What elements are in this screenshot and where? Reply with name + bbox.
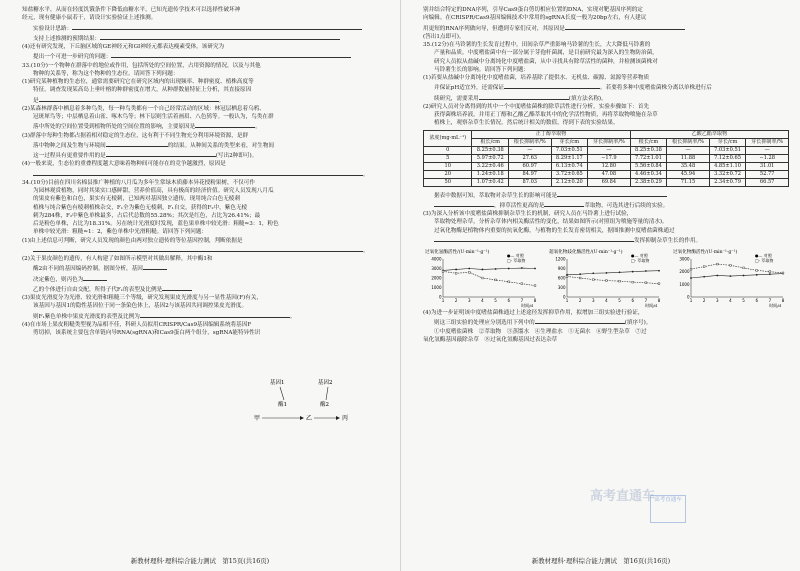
y-tick-label: 2000 <box>679 269 690 275</box>
data-point <box>658 283 660 285</box>
data-point <box>769 271 771 273</box>
x-tick-label: 8 <box>533 298 537 303</box>
data-point <box>579 277 581 279</box>
text-line: 过氧化物酶是植物体内重要的抗氧化酶，与植物的生长发育密切相关，据图推测中度嗜盐菌株通过 <box>434 227 675 234</box>
table-cell: 84.97 <box>508 170 551 178</box>
text-line: 冠斑犀鸟等；中层栖息着山雀、啄木鸟等；林下层则生活着画眉、八色鸫等。一般认为，鸟类在群 <box>33 114 274 120</box>
left-column <box>22 6 388 337</box>
table-cell: 47.08 <box>588 170 631 178</box>
y-tick-label: 0 <box>562 294 566 300</box>
text-line: (4)在市场上果皮粗糙类型视为品相不佳，科研人员拟用CRISPR/Cas9基因编辑系统将基因F <box>22 321 252 328</box>
table-cell: 0 <box>424 146 472 154</box>
y-tick-label: 600 <box>557 275 566 281</box>
text-line: 马铃薯生长的影响。请回答下列问题： <box>434 66 530 73</box>
data-point <box>592 279 594 281</box>
table-cell: 7.72±1.01 <box>630 154 666 162</box>
data-point <box>703 276 705 278</box>
x-tick-label: 6 <box>631 298 634 303</box>
x-tick-label: 1 <box>441 298 445 303</box>
table-column-header: 芽长/cm <box>551 138 587 146</box>
x-tick-label: 2 <box>454 298 458 303</box>
table-row <box>424 170 789 178</box>
table-cell: 10 <box>424 162 472 170</box>
table-cell: 3.32±0.72 <box>709 170 745 178</box>
table-column-header: 根长/cm <box>630 138 666 146</box>
text-line: 实验设计思路： <box>22 23 388 33</box>
table-cell: 11.88 <box>667 154 710 162</box>
data-point <box>645 282 647 284</box>
x-tick-label: 6 <box>507 298 510 303</box>
chart-title: 超氧化物歧化酶活性/(U·min⁻¹·g⁻¹) <box>549 250 623 255</box>
text-line: 物种的关系等，称为这个物种的生态位。请回答下列问题： <box>33 70 179 77</box>
data-point <box>482 277 484 279</box>
table-cell: 5 <box>424 154 472 162</box>
text-line: 研究人员拟从盐碱中分离纯化中度嗜盐菌，从中寻找具有除草活性的菌种，并检测该菌株对 <box>434 58 658 65</box>
x-tick-label: 3 <box>468 298 471 303</box>
data-point <box>442 270 444 272</box>
x-tick-label: 5 <box>494 298 497 303</box>
table-column-header: 芽长抑制率/% <box>746 138 789 146</box>
table-cell: — <box>667 146 710 154</box>
text-line: (2)关于果皮颜色的遗传，有人构建了如图所示模型对其做出解释，其中酶1和 <box>22 256 213 262</box>
x-axis-label: 时间/d <box>521 303 533 308</box>
data-point <box>579 273 581 275</box>
text-line: 为园林观赏植物，同时其果实口感鲜甜，营养价值高，具有极高的经济价值。研究人员发现八月瓜 <box>33 188 274 194</box>
data-point <box>632 281 634 283</box>
stamp-logo: 高考直通车 <box>650 495 686 523</box>
state-2-label: 乙 <box>306 415 313 422</box>
text-line: 并保证pH适宜外，还需保证 。若要将多种中度嗜盐菌株分离以单株进行后 <box>423 82 789 92</box>
text-line: 提出一个可进一步研究的问题： <box>22 51 388 61</box>
text-line: 单株中较光滑：粗糙≈1：2，紫色单株中光滑粗糙。请回答下列问题： <box>33 229 208 236</box>
table-cell: 52.77 <box>746 170 789 178</box>
right-column <box>423 6 789 344</box>
question-34-stem: 34.(10分)目前在四川名棉县推广种植的八月瓜为多年生常绿木质藤本异花授粉果树，不仅可作 <box>22 179 255 186</box>
table-cell: 5.56±0.84 <box>630 162 666 170</box>
text-line: (4)为进一步证明该中度嗜盐菌株通过上述途径发挥抑草作用，拟增加三组实验进行验证， <box>423 310 644 316</box>
enzyme-activity-charts <box>423 247 789 309</box>
x-tick-label: 4 <box>605 298 608 303</box>
table-cell: 2.34±0.79 <box>709 178 745 186</box>
data-point <box>619 280 621 282</box>
gene-2-label: 基因2 <box>318 380 333 386</box>
table-cell: 3.22±0.46 <box>472 162 508 170</box>
table-row <box>424 178 789 186</box>
data-point <box>495 279 497 281</box>
data-point <box>756 270 758 272</box>
state-3-label: 丙 <box>342 415 349 422</box>
data-point <box>703 266 705 268</box>
y-tick-label: 1200 <box>555 256 566 262</box>
data-point <box>534 268 536 270</box>
text-line: (3)果皮光滑度分为光滑、较光滑和粗糙三个等级，研究发现果皮光滑度与另一显性基因(F)有关， <box>22 295 262 301</box>
page-footer-right: 新教材理科·理科综合能力测试 第16页(共16页) <box>531 557 671 565</box>
table-column-header: 根长抑制率/% <box>667 138 710 146</box>
table-cell: 3.72±0.65 <box>551 170 587 178</box>
text-line: (4)一般来说，生态位的重叠程度越大意味着物种间可能存在的竞争越激烈，原因是 <box>22 161 226 168</box>
data-point <box>468 271 470 273</box>
x-axis-label: 时间/d <box>769 303 781 308</box>
text-line: 则F₁紫色单株中果皮光滑度的表型及比例为 。 <box>22 311 388 321</box>
x-tick-label: 6 <box>755 298 758 303</box>
table-cell: 31.01 <box>746 162 789 170</box>
data-point <box>606 280 608 282</box>
line-chart-peroxidase <box>671 247 789 309</box>
table-cell: 6.13±0.74 <box>551 162 587 170</box>
text-line: 向编辑。在CRISPR/Cas9基因编辑技术中常用的sgRNA长度一般为20bp左右，有人建议 <box>423 15 647 22</box>
table-cell: 45.94 <box>667 170 710 178</box>
legend-entry: □- 萃取物 <box>631 258 650 263</box>
chart-title: 过氧化氢酶活性/(U·min⁻¹·g⁻¹) <box>425 250 490 255</box>
state-1-label: 甲 <box>254 415 261 422</box>
x-tick-label: 2 <box>578 298 582 303</box>
text-line: 用更短的RNA序列做向导，但遭到专家们反对，其原因是 <box>423 23 789 33</box>
enzyme-2-label: 酶2 <box>320 402 329 408</box>
x-tick-label: 3 <box>592 298 595 303</box>
y-tick-label: 3000 <box>431 266 442 271</box>
x-tick-label: 5 <box>618 298 621 303</box>
table-header-group: 乙酸乙酯萃取物 <box>630 130 788 138</box>
table-cell: 1.07±0.42 <box>472 178 508 186</box>
table-cell: 69.84 <box>588 178 631 186</box>
y-tick-label: 1000 <box>431 285 442 290</box>
y-tick-label: 0 <box>686 294 690 300</box>
table-cell: — <box>588 146 631 154</box>
text-line: 别并结合特定的DNA序列，引导Cas9蛋白剪切相应位置的DNA，实现对靶基因序列的定 <box>423 7 643 13</box>
table-column-header: 芽长抑制率/% <box>588 138 631 146</box>
table-column-header: 根长抑制率/% <box>508 138 551 146</box>
text-line: 。 <box>22 169 388 179</box>
y-tick-label: 3000 <box>679 256 690 262</box>
x-tick-label: 8 <box>781 298 785 303</box>
table-cell: −1.28 <box>746 154 789 162</box>
text-line: (3)为深入分析该中度嗜盐菌株抑制杂草生长的机制，研究人员在马铃薯上进行试验， <box>423 211 633 217</box>
table-cell: 4.46±0.34 <box>630 170 666 178</box>
line-chart-sod <box>547 247 665 309</box>
text-line: 该基因与基因1的隐性基因位于同一条染色体上，基因2与该基因共同调控果皮光滑度。 <box>33 303 248 310</box>
data-point <box>690 268 692 270</box>
text-line: 知盐糖水平，从而在轻度饥饿条件下降低血糖水平。已知光遗传学技术可以选择性破坏神 <box>22 7 241 13</box>
chart-panel <box>671 247 789 309</box>
table-cell: 35.48 <box>667 162 710 170</box>
data-point <box>566 276 568 278</box>
chart-title: 过氧化物酶活性/(U·min⁻¹·g⁻¹) <box>673 250 738 255</box>
data-point <box>690 277 692 279</box>
data-point <box>468 268 470 270</box>
y-tick-label: 900 <box>557 266 566 271</box>
data-point <box>606 272 608 274</box>
text-line: 植株上，观察杂草生长情况，然后统计相关的数值，得到下表的实验结果。 <box>434 120 619 127</box>
x-tick-label: 3 <box>716 298 719 303</box>
gene-1-label: 基因1 <box>270 380 285 386</box>
legend-entry: ●— 对照 <box>631 253 648 258</box>
x-tick-label: 4 <box>729 298 732 303</box>
data-point <box>592 272 594 274</box>
chart-panel <box>423 247 541 309</box>
data-point <box>730 264 732 266</box>
data-point <box>482 269 484 271</box>
text-line: 获得菌株培养液，并用正丁醇和乙酸乙酯萃取其中的化学活性物质，再将萃取物喷施在杂草 <box>434 112 658 118</box>
data-point <box>716 275 718 277</box>
question-35-stem: 35.(12分)在马铃薯的生长发育过程中，田间杂草严重影响马铃薯的生长，大大降低马铃薯的 <box>423 42 651 48</box>
table-cell: −17.9 <box>588 154 631 162</box>
text-line: 这一过程具有更重要作用的是 (写出2种即可)。 <box>22 150 388 160</box>
question-33-stem: 33.(10分)一个物种在群落中的地位或作用，包括所处的空间位置，占用资源的情况，以及与其他 <box>22 62 261 69</box>
text-line: 落中所处的空间位置受到植物所处的空间位置的影响，主要原因是 。 <box>22 121 388 131</box>
text-line: (1)研究某种植物的生态位，通常需要研究它在研究区域内的出现频率、种群密度、植株高度等 <box>22 79 254 85</box>
data-point <box>743 275 745 277</box>
legend-entry: □- 萃取物 <box>755 258 774 263</box>
line-chart-catalase <box>423 247 541 309</box>
text-line: (2)研究人员对分离得到的其中一个中度嗜盐菌株的除草活性进行分析，实验步骤如下：首先 <box>423 103 650 110</box>
text-line: 乙的个体进行自由交配，所得子代F₁的表型及比例是 <box>22 284 212 294</box>
data-point <box>495 268 497 270</box>
table-cell: 12.80 <box>588 162 631 170</box>
text-line: (2)某森林群落中栖息着多种鸟类，每一种鸟类都有一个自己经常活动的区域：林冠层栖息着乌鸦、 <box>22 105 265 112</box>
x-tick-label: 7 <box>644 298 648 303</box>
text-line: 特征。调查发现某高岛上垂叶榕的种群密度在增大，从种群数量特征上分析，其直接原因 <box>33 87 252 94</box>
data-point <box>508 281 510 283</box>
text-line: 植株与纯合紫色有棱刺植株杂交，F₁全为紫色无棱刺，F₁自交，获得的F₂中，紫色无棱 <box>33 204 248 211</box>
table-cell: 2.12±0.20 <box>551 178 587 186</box>
x-tick-label: 4 <box>481 298 484 303</box>
text-line: (答出1点即可)。 <box>423 33 465 40</box>
data-point <box>782 272 784 274</box>
table-cell: — <box>746 146 789 154</box>
page-footer-left: 新教材理科·理科综合能力测试 第15页(共16页) <box>130 557 270 565</box>
text-line: 产量和品质。中度嗜盐菌中有一部分属于芽孢杆菌属，是目前研究最为深入的生物防治菌， <box>434 50 658 57</box>
table-cell: 7.12±0.65 <box>709 154 745 162</box>
data-point <box>743 267 745 269</box>
text-line: 氧化氢酶基因敲除杂草 ⑧过氧化氢酶基因过表达杂草 <box>423 336 558 343</box>
table-cell: — <box>508 146 551 154</box>
data-point <box>730 275 732 277</box>
legend-entry: □- 萃取物 <box>507 258 526 263</box>
data-point <box>632 271 634 273</box>
text-line: ，抑草活性更高的是 萃取物，可选其进行后续的实验。 <box>423 200 789 210</box>
data-point <box>769 273 771 275</box>
y-tick-label: 1000 <box>679 281 690 287</box>
y-tick-label: 4000 <box>431 256 442 262</box>
text-line: 剪切掉，该系统主要包含单链向导RNA(sgRNA)和Cas9蛋白两个组分，sgRNA能特异性识 <box>33 330 261 336</box>
table-column-header: 根长/cm <box>472 138 508 146</box>
legend-entry: ●— 对照 <box>755 253 772 258</box>
x-tick-label: 7 <box>520 298 524 303</box>
data-point <box>716 263 718 265</box>
table-cell: 8.25±0.38 <box>630 146 666 154</box>
table-cell: 8.25±0.38 <box>472 146 508 154</box>
chart-panel <box>547 247 665 309</box>
text-line: 续研究，需要采用 (填方法名称)。 <box>423 93 789 103</box>
data-point <box>534 285 536 287</box>
table-cell: 20 <box>424 170 472 178</box>
data-point <box>455 269 457 271</box>
table-cell: 60.97 <box>508 162 551 170</box>
table-cell: 87.03 <box>508 178 551 186</box>
text-line: 支持上述推测的预期结果： <box>22 33 388 43</box>
table-row <box>424 154 789 162</box>
table-cell: 66.57 <box>746 178 789 186</box>
table-cell: 4.85±1.10 <box>709 162 745 170</box>
table-row <box>424 162 789 170</box>
y-tick-label: 300 <box>557 285 566 290</box>
table-cell: 50 <box>424 178 472 186</box>
table-cell: 7.03±0.51 <box>551 146 587 154</box>
data-point <box>658 270 660 272</box>
text-line: 据表中数据可知，萃取物对杂草生长的影响可能是 <box>423 190 789 200</box>
text-line: (1)若要从盐碱中分离纯化中度嗜盐菌，培养基除了提供水、无机盐、碳源、氮源等营养物质 <box>423 75 650 81</box>
data-point <box>521 267 523 269</box>
y-tick-label: 0 <box>438 294 442 300</box>
table-cell: 71.15 <box>667 178 710 186</box>
text-line: 萃取物处理杂草，分析杂草体内相关酶活性的变化，结果如图所示(对照组为喷施等量的清水)。 <box>434 219 668 226</box>
table-header-group: 正丁醇萃取物 <box>472 130 630 138</box>
table-cell: 27.63 <box>508 154 551 162</box>
text-line: 刺为284株，F₂中紫色单株最多，占后代总数的55.28%；其次是红色，占比为26.41%；最 <box>33 212 261 219</box>
table-header-concentration: 浓度(mg·mL⁻¹) <box>424 130 472 146</box>
y-tick-label: 2000 <box>431 275 442 281</box>
text-line: 的果皮有紫色和白色，果实有无棱刺，已知两对基因独立遗传，现用纯合白色无棱刺 <box>33 196 240 203</box>
x-tick-label: 2 <box>702 298 706 303</box>
text-line: (3)群落中每种生物都占据着相对稳定的生态位，这有利于不同生物充分利用环境资源，是群 <box>22 132 249 139</box>
text-line: (4)还有研究发现，下丘脑区域的GE神经元和GI神经元都表达瘦素受体。该研究为 <box>22 44 225 50</box>
text-line: 后是粉色单株，占比为18.31%。另在统计光滑度时发现，蓝色果单株中较光滑：粗糙≈3：1，粉色 <box>33 221 279 227</box>
text-line: 是 。 <box>22 95 388 105</box>
text-line: 酶2由不同的基因编码控制。据图分析，基因 <box>22 263 212 273</box>
data-point <box>521 283 523 285</box>
data-point <box>508 268 510 270</box>
data-point <box>619 271 621 273</box>
data-point <box>756 274 758 276</box>
text-line: 。 <box>22 245 388 255</box>
text-line: 落中物种之间及生物与环境间 的结果。从种间关系的类型来看，对生物间 <box>22 140 388 150</box>
table-cell: 7.03±0.51 <box>709 146 745 154</box>
table-row <box>424 146 789 154</box>
text-line: 决定紫色，则丙色为 <box>22 274 212 284</box>
x-tick-label: 5 <box>742 298 745 303</box>
text-line: 经元，现有健康小鼠若干，请设计实验验证上述推测。 <box>22 15 157 22</box>
table-cell: 5.97±0.72 <box>472 154 508 162</box>
text-line: (1)由上述信息可判断，研究人员发现的颜色由两对独立遗传的等位基因控制，判断依据是 <box>22 237 243 244</box>
text-line: 发挥抑制杂草生长的作用。 <box>423 235 789 245</box>
extract-data-table <box>423 130 789 187</box>
legend-entry: ●— 对照 <box>507 253 524 258</box>
table-cell: 2.38±0.29 <box>630 178 666 186</box>
enzyme-pathway-diagram <box>212 376 362 440</box>
text-line: 则这三组实验的处理应分别选用下列中的 (填序号)。 <box>423 317 789 327</box>
x-tick-label: 1 <box>565 298 569 303</box>
data-point <box>455 272 457 274</box>
x-tick-label: 7 <box>768 298 772 303</box>
x-axis-label: 时间/d <box>645 303 657 308</box>
table-cell: 8.29±1.17 <box>551 154 587 162</box>
enzyme-1-label: 酶1 <box>278 402 287 408</box>
table-column-header: 芽长/cm <box>709 138 745 146</box>
table-cell: 1.24±0.18 <box>472 170 508 178</box>
data-point <box>645 270 647 272</box>
text-line: ①中度嗜盐菌株 ②萃取物 ③蒸馏水 ④生理盐水 ⑤无菌水 ⑥野生型杂草 ⑦过 <box>434 328 647 335</box>
x-tick-label: 8 <box>657 298 661 303</box>
x-tick-label: 1 <box>689 298 693 303</box>
watermark: 高考直通车 <box>590 489 656 504</box>
